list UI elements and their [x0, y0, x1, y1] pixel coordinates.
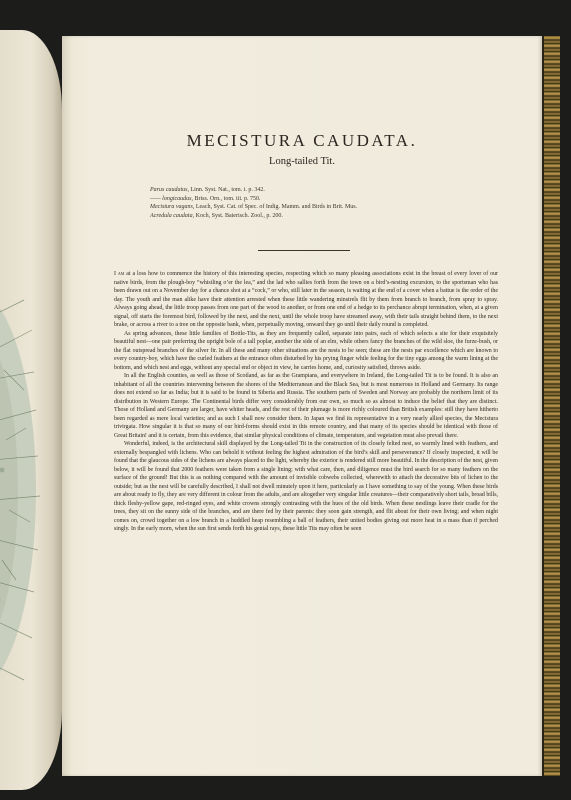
synonym-entry: Acredula caudata, Koch, Syst. Baierisch. Zool., p. 200.: [150, 212, 283, 219]
synonymy-list: [150, 186, 480, 220]
text-page: [62, 36, 542, 776]
synonym-entry: Parus caudatus, Linn. Syst. Nat., tom. i. p. 342.: [150, 187, 265, 193]
paragraph: In all the English counties, as well as those of Scotland, as far as the Grampians, and everywhere in Ireland, the Long-tailed Tit is to be found. It is also an inhabitant of all the countries intervening between the shores of the Mediterranean and the Black Sea, but is most numerous in Holland and Germany. Its range does not extend so far as India; but it is said to be found in Siberia and Russia. The southern parts of Sweden and Norway are probably the northern limit of its distribution in Western Europe. The Continental birds differ very considerably from our own, so much so as almost to induce the belief that they are distinct. Those of Holland and Germany are larger, have whiter heads, and the rest of their plumage is more richly coloured than British examples: still they have hitherto been regarded as mere local varieties; and as such I shall now consider them. In Japan we find its representative in a very nearly allied species, the Mecistura trivirgata. How singular it is that so many of our bird-forms should exist in this remote country, and that many of its species should be identical with those of Great Britain! and it is certain, from this evidence, that similar physical conditions of climate, temperature, and vegetation must also prevail there.: [114, 373, 498, 439]
section-divider: [258, 250, 350, 251]
synonym-entry: Mecistura vagans, Leach, Syst. Cat. of Spec. of Indig. Mamm. and Birds in Brit. Mus.: [150, 204, 358, 211]
species-title: MECISTURA CAUDATA.: [186, 131, 418, 150]
plate-illustration: [0, 260, 54, 720]
gilt-page-edge: [544, 36, 560, 776]
facing-page: [0, 30, 62, 790]
synonym-entry: —— longicaudus, Briss. Orn., tom. iii. p. 750.: [150, 195, 261, 202]
paragraph: As spring advances, these little families of Bottle-Tits, as they are frequently called, separate into pairs, each of which selects a site for their exquisitely beautiful nest—one pair preferring the upright bole of a tall poplar, another the side of an elm, while others fancy the branches of the wild sloe, the furze-bush, or the flat outspread branches of the silver fir. In all these and many other situations are the nests to be seen; these are the nests par excellence which are known to every country-boy, which have the curled feathers at the entrance often disturbed by his prying finger while feeling for the tiny eggs among the warm lining at the bottom, and which nest and eggs, without any special end or object in view, he carries home, and, curiosity satisfied, throws aside.: [114, 330, 498, 371]
article-body: [114, 270, 498, 534]
paragraph: Wonderful, indeed, is the architectural skill displayed by the Long-tailed Tit in the construction of its closely felted nest, so warmly lined with feathers, and externally bespangled with lichens. Who can behold it without feeling the highest admiration of the bird’s skill and perseverance? If closely inspected, it will be found that the glaucous sides of the lichens are always placed to the light, whereby the exterior is rendered still more beautiful. In the description of the nest, given below, it will be found that 2000 feathers were taken from a single lining; with what care, then, and diligence must the bird search for so many feathers on the surface of the ground! But this is as nothing compared with the amount of invisible cobwebs collected, wherewith to attach the decorative bits of lichen to the outside; but as the nest will be carefully described, I shall not dwell minutely upon it here, particularly as I have something to say of the young. When these birds are about ready to fly, they are very different in colour from the adults, and are altogether very singular little creatures—their comparatively short tails, broad bills, thick fleshy-yellow gape, red-ringed eyes, and white crowns strongly contrasting with the hues of the old birds. When these nestlings leave their cradle for the trees, they sit on the sunny side of the branches, and are there fed by their parents: they soon gain strength, and flit about for their own living; and when night comes on, crowd together on a low branch in a huddled heap resembling a ball of feathers, their united bodies giving out more heat in a mass than if perched singly. In the early morn, when the sun first sends forth his genial rays, these little Tits may often be seen: [114, 441, 498, 532]
paragraph: I am at a loss how to commence the history of this interesting species, respecting which so many pleasing associations exist in the breast of every lover of our native birds, from the plough-boy “whistling o’er the lea,” and the lad who sallies forth from the town on a bird’s-nesting excursion, to the sportsman who has been drawn out on a November day for a chance shot at a “cock,” or who, still later in the season, is waiting at the end of a cover when a battue is the order of the day. The youth and the man alike have their attention arrested when these little wandering minstrels flit by them from branch to branch, from spray to spray. Always going ahead, the little troop passes from one part of the wood to another, or from one end of a hedge to its perchance abrupt termination, when, at a given signal, off starts the foremost bird, followed by the next, and the next, until the whole troop have streamed away, with their tails straight behind them, to the next brake, or across a river to a tree on the opposite bank, when, perpetually moving, onward they go until their daily round is completed.: [114, 271, 498, 328]
common-name: Long-tailed Tit.: [269, 156, 335, 167]
